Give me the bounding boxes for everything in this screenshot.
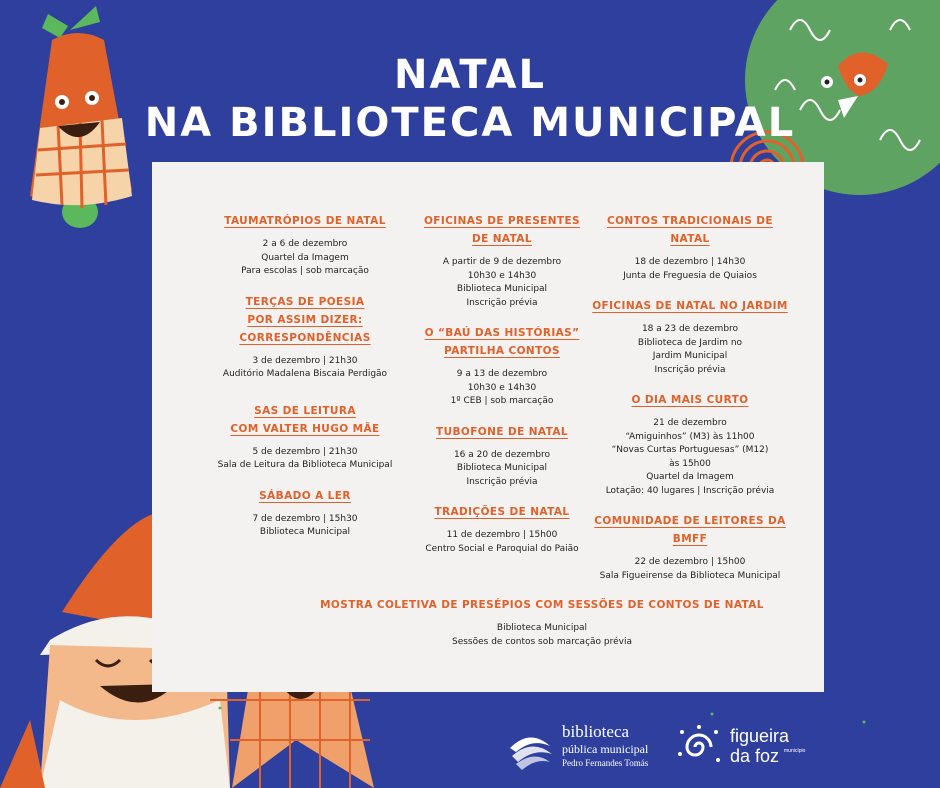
event-line: 10h30 e 14h30 xyxy=(467,270,537,281)
event-line: Biblioteca Municipal xyxy=(456,284,548,294)
event-title: OFICINAS DE NATAL NO JARDIM xyxy=(592,300,788,312)
event-title: COM VALTER HUGO MÃE xyxy=(230,422,380,435)
event-line: Junta de Freguesia de Quiaios xyxy=(623,270,757,281)
sun-spiral-icon xyxy=(676,724,722,770)
event-line: 18 a 23 de dezembro xyxy=(641,324,739,334)
event-mostra-presepios xyxy=(312,596,772,649)
logo-text-3: Pedro Fernandes Tomás xyxy=(562,758,649,768)
event-title: DE NATAL xyxy=(471,233,532,245)
event-title: OFICINAS DE PRESENTES xyxy=(423,215,581,227)
event-line: 3 de dezembro | 21h30 xyxy=(252,355,358,366)
event-line: Biblioteca Municipal xyxy=(496,623,588,633)
event-title: TERÇAS DE POESIA xyxy=(245,295,365,308)
event-line: às 15h00 xyxy=(669,458,711,469)
event-line: 16 a 20 de dezembro xyxy=(453,449,551,460)
event-line: Quartel da Imagem xyxy=(261,252,349,263)
event-line: “Amiguinhos” (M3) às 11h00 xyxy=(625,431,755,442)
event-title: O “BAÚ DAS HISTÓRIAS” xyxy=(424,327,580,339)
event-title: SÁBADO A LER xyxy=(259,489,351,502)
event-line: Para escolas | sob marcação xyxy=(241,266,369,276)
logo-text-2: da foz xyxy=(730,746,780,766)
event-oficinas-presentes xyxy=(410,212,594,310)
event-line: 9 a 13 de dezembro xyxy=(456,369,548,379)
event-oficinas-jardim xyxy=(590,297,790,377)
event-contos-tradicionais xyxy=(590,212,790,283)
column-3 xyxy=(590,212,790,597)
event-title: PARTILHA CONTOS xyxy=(444,345,560,357)
logo-text-1: biblioteca xyxy=(562,722,630,741)
page-title-line1: NATAL xyxy=(394,52,546,98)
event-line: Sessões de contos sob marcação prévia xyxy=(451,636,633,647)
event-sas-leitura xyxy=(192,402,418,473)
event-line: 1º CEB | sob marcação xyxy=(450,396,554,406)
event-line: 2 a 6 de dezembro xyxy=(262,239,348,249)
event-line: Sala de Leitura da Biblioteca Municipal xyxy=(217,460,393,470)
event-line: Inscrição prévia xyxy=(654,364,726,375)
event-line: Auditório Madalena Biscaia Perdigão xyxy=(222,369,388,379)
logo-text-3: município xyxy=(784,748,806,754)
event-line: Biblioteca Municipal xyxy=(456,463,548,473)
event-line: A partir de 9 de dezembro xyxy=(442,257,562,267)
event-line: 22 de dezembro | 15h00 xyxy=(634,557,746,567)
event-line: Biblioteca Municipal xyxy=(259,527,351,537)
event-title: COMUNIDADE DE LEITORES DA BMFF xyxy=(594,515,786,545)
column-2 xyxy=(410,212,594,570)
event-line: Centro Social e Paroquial do Paião xyxy=(425,543,579,554)
event-line: 21 de dezembro xyxy=(653,418,727,428)
event-bau-historias xyxy=(410,324,594,409)
event-line: Sala Figueirense da Biblioteca Municipal xyxy=(599,570,781,581)
event-line: 7 de dezembro | 15h30 xyxy=(252,513,358,524)
event-line: 5 de dezembro | 21h30 xyxy=(252,446,358,457)
event-line: 10h30 e 14h30 xyxy=(467,382,537,393)
event-tradicoes xyxy=(410,503,594,556)
book-icon xyxy=(506,724,554,772)
event-tercas-poesia xyxy=(192,293,418,382)
event-line: Jardim Municipal xyxy=(652,351,728,361)
event-tubofone xyxy=(410,423,594,490)
logo-text-2: pública municipal xyxy=(562,742,649,756)
event-title: TAUMATRÓPIOS DE NATAL xyxy=(224,215,386,227)
page-title-line2: NA BIBLIOTECA MUNICIPAL xyxy=(144,100,796,146)
event-title: TRADIÇÕES DE NATAL xyxy=(434,506,570,518)
event-line: 18 de dezembro | 14h30 xyxy=(634,257,746,267)
event-title: POR ASSIM DIZER: CORRESPONDÊNCIAS xyxy=(239,313,371,344)
event-title: MOSTRA COLETIVA DE PRESÉPIOS COM SESSÕES DE CONTOS DE NATAL xyxy=(320,599,764,611)
event-title: TUBOFONE DE NATAL xyxy=(436,425,568,438)
event-sabado-ler xyxy=(192,487,418,540)
event-comunidade-leitores xyxy=(590,512,790,583)
event-taumatropios xyxy=(192,212,418,279)
event-title: CONTOS TRADICIONAIS DE NATAL xyxy=(607,215,773,245)
event-line: Quartel da Imagem xyxy=(646,472,734,482)
event-line: “Novas Curtas Portuguesas” (M12) xyxy=(611,445,769,455)
event-line: Inscrição prévia xyxy=(466,476,538,487)
event-line: 11 de dezembro | 15h00 xyxy=(446,530,558,540)
event-line: Biblioteca de Jardim no xyxy=(637,337,743,348)
event-dia-mais-curto xyxy=(590,391,790,498)
event-line: Lotação: 40 lugares | Inscrição prévia xyxy=(605,485,775,496)
logo-text-1: figueira xyxy=(730,726,790,746)
column-1 xyxy=(192,212,418,554)
program-card xyxy=(152,162,824,692)
event-title: SAS DE LEITURA xyxy=(254,404,356,417)
event-title: O DIA MAIS CURTO xyxy=(631,394,749,406)
figueira-logo xyxy=(676,722,806,772)
biblioteca-logo xyxy=(506,722,666,772)
event-line: Inscrição prévia xyxy=(466,297,538,308)
